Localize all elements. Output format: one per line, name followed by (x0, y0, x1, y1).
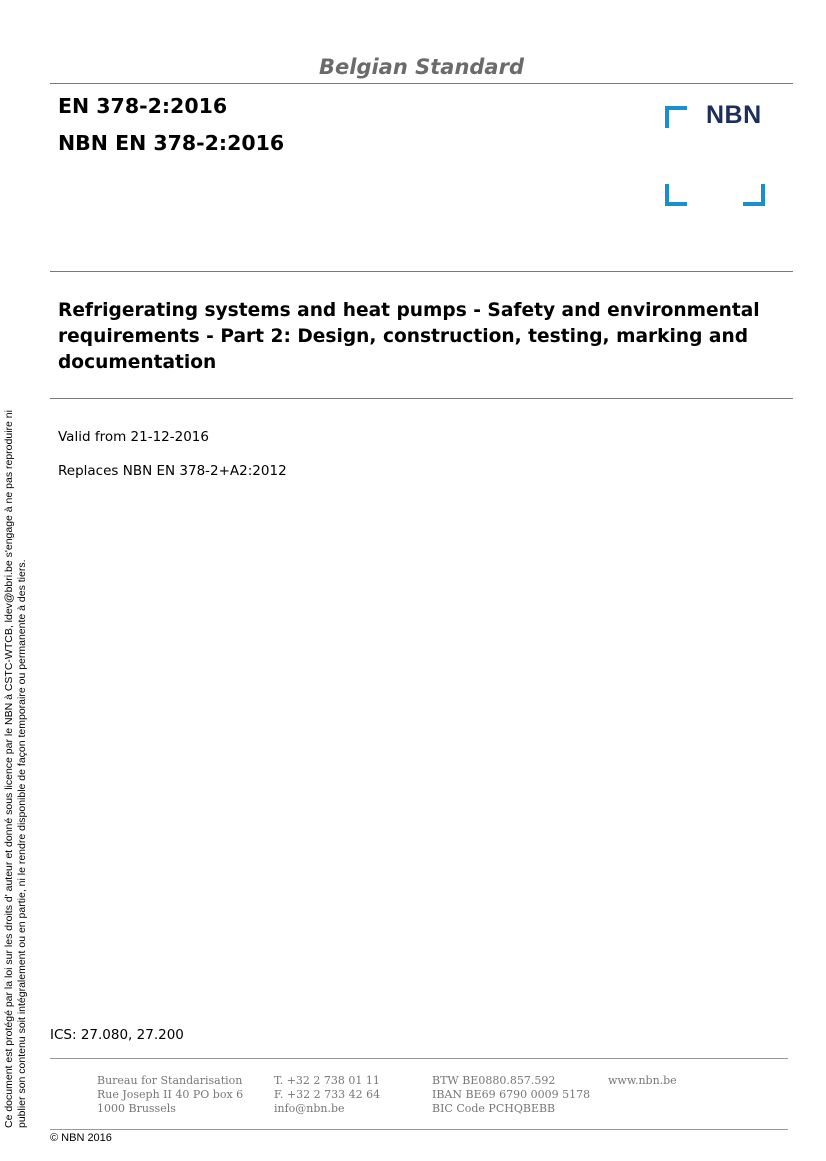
footer-address (97, 1074, 243, 1116)
footer-address-line: 1000 Brussels (97, 1102, 176, 1115)
replaces: Replaces NBN EN 378-2+A2:2012 (58, 463, 287, 479)
footer-iban: IBAN BE69 6790 0009 5178 (432, 1088, 591, 1101)
standard-code-nbn: NBN EN 378-2:2016 (58, 131, 285, 155)
footer-top-rule (50, 1058, 788, 1059)
side-notice-line-2: publier son contenu soit intégralement ou en partie, ni le rendre disponible de façon temporaire ou permanente à des tiers. (15, 559, 28, 1128)
header-title: Belgian Standard (319, 55, 524, 79)
footer-web (608, 1074, 677, 1088)
title-top-rule (50, 271, 793, 272)
footer-contact (274, 1074, 380, 1116)
footer-website-link[interactable]: www.nbn.be (608, 1074, 677, 1087)
footer-phone: T. +32 2 738 01 11 (274, 1074, 380, 1087)
footer-bottom-rule (50, 1129, 788, 1130)
copyright: © NBN 2016 (50, 1132, 112, 1144)
side-notice-line-1: Ce document est protégé par la loi sur les droits d' auteur et donné sous licence par le NBN à CSTC-WTCB, ldev@bbri.be s'engage à ne pas reproduire ni (3, 410, 15, 1128)
side-copyright-notice (3, 338, 28, 1128)
logo-corner-top-left-icon (665, 106, 687, 128)
footer-fax: F. +32 2 733 42 64 (274, 1088, 381, 1101)
ics-codes: ICS: 27.080, 27.200 (50, 1027, 184, 1043)
footer-vat: BTW BE0880.857.592 (432, 1074, 556, 1087)
logo-corner-bottom-left-icon (665, 184, 687, 206)
valid-from: Valid from 21-12-2016 (58, 429, 209, 445)
footer-address-line: Rue Joseph II 40 PO box 6 (97, 1088, 244, 1101)
logo-corner-bottom-right-icon (743, 184, 765, 206)
header-rule (50, 83, 793, 84)
footer-bank (432, 1074, 590, 1116)
footer-email[interactable]: info@nbn.be (274, 1102, 345, 1115)
standard-code-en: EN 378-2:2016 (58, 94, 228, 118)
title-bottom-rule (50, 398, 793, 399)
footer-bic: BIC Code PCHQBEBB (432, 1102, 556, 1115)
document-title: Refrigerating systems and heat pumps - Safety and environmental requirements - Part 2: Design, construction, testing, marking and documentation (58, 300, 760, 373)
footer-address-line: Bureau for Standarisation (97, 1074, 243, 1087)
nbn-logo-text: NBN (706, 101, 762, 129)
